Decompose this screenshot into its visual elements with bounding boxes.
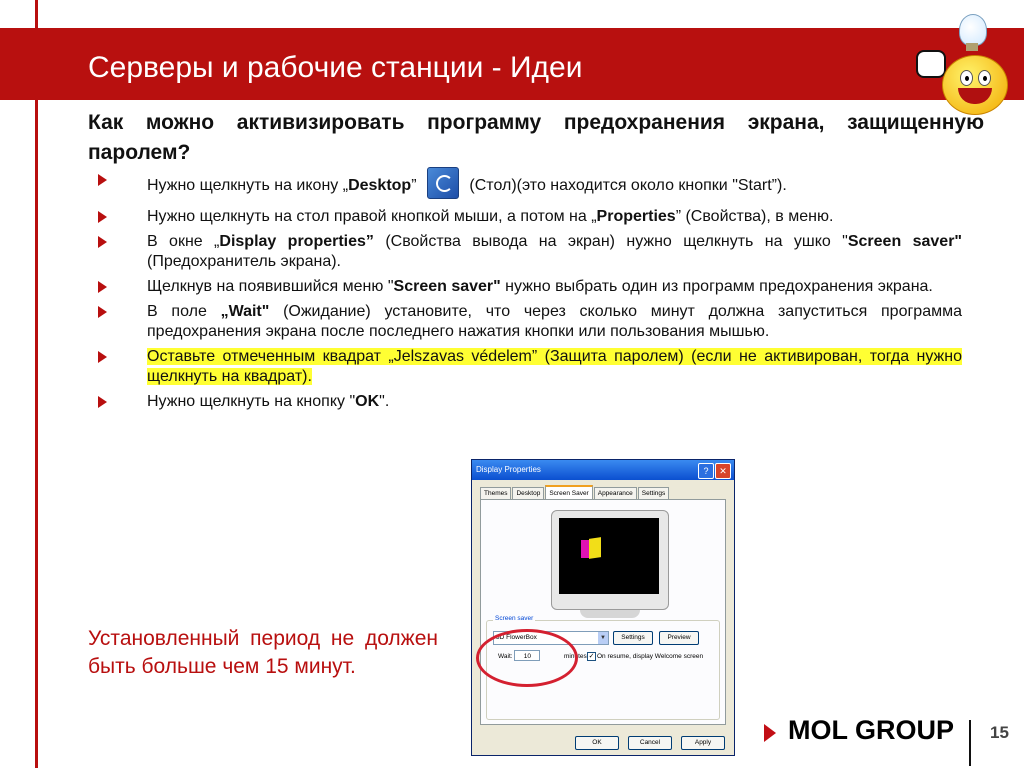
bullet-bold: Screen saver" [847, 233, 963, 250]
bullet-bold: Properties [596, 208, 676, 225]
wait-spinner[interactable]: 10 [514, 650, 540, 661]
tab-settings[interactable]: Settings [638, 487, 670, 500]
bullet-arrow-icon [98, 396, 107, 408]
bullet-item [96, 277, 962, 297]
help-icon[interactable]: ? [698, 463, 714, 479]
tab-themes[interactable]: Themes [480, 487, 511, 500]
bullet-text: Щелкнув на появившийся меню " [147, 278, 394, 295]
preview-button[interactable]: Preview [659, 631, 699, 645]
bullet-arrow-icon [98, 306, 107, 318]
display-properties-dialog [471, 459, 735, 756]
bullet-text: (Свойства вывода на экран) нужно щелкнуть на ушко " [373, 233, 848, 250]
bullet-highlighted-text: Оставьте отмеченным квадрат „Jelszavas védelem” (Защита паролем) (если не активирован, тогда нужно щелкнуть на квадрат). [147, 348, 962, 385]
bullet-item [96, 232, 962, 272]
monitor-preview [551, 510, 669, 610]
tab-screen-saver[interactable]: Screen Saver [545, 485, 592, 501]
left-vertical-line [35, 0, 38, 768]
group-label: Screen saver [495, 615, 534, 622]
pointing-hand-icon [916, 50, 946, 78]
preview-screen [559, 518, 659, 594]
apply-button[interactable]: Apply [681, 736, 725, 750]
page-number: 15 [990, 723, 1009, 742]
bullet-arrow-icon [98, 211, 107, 223]
smiley-mouth [958, 88, 992, 104]
bullet-text: В окне „ [147, 233, 220, 250]
bullet-text: В поле [147, 303, 221, 320]
desktop-icon [427, 167, 459, 199]
bullet-item [96, 207, 962, 227]
welcome-screen-checkbox[interactable]: ✓ [588, 653, 595, 660]
bullet-list [96, 170, 962, 417]
bullet-bold: OK [355, 393, 380, 410]
slide-title: Серверы и рабочие станции - Идеи [88, 51, 583, 84]
cancel-button[interactable]: Cancel [628, 736, 672, 750]
bullet-text: (Стол)(это находится около кнопки "Start”). [464, 177, 787, 195]
smiley-icon [942, 55, 1008, 115]
question-heading: Как можно активизировать программу предохранения экрана, защищенную паролем? [88, 111, 984, 164]
bullet-arrow-icon [98, 236, 107, 248]
bullet-text: Нужно щелкнуть на кнопку " [147, 393, 356, 410]
bullet-bold: Display properties” [219, 233, 374, 250]
wait-label: Wait: [498, 653, 513, 660]
bullet-text: ". [379, 393, 390, 410]
bullet-text: (Ожидание) установите, что через сколько минут должна запуститься программа предохранения экрана после последнего нажатия кнопки или пользования мышью. [147, 303, 962, 340]
bullet-bold: Screen saver" [393, 278, 501, 295]
smiley-eye-right [978, 70, 991, 86]
bullet-text: ” (Свойства), в меню. [675, 208, 834, 225]
note-text: Установленный период не должен быть больше чем 15 минут. [88, 627, 438, 678]
close-icon[interactable]: ✕ [715, 463, 731, 479]
bullet-item [96, 392, 962, 412]
screen-saver-panel [480, 499, 726, 725]
dialog-tabs [480, 485, 670, 499]
footer-separator [969, 720, 971, 766]
bullet-text: Нужно щелкнуть на икону „ [147, 177, 349, 195]
flowerbox-shape [589, 537, 601, 559]
bullet-item [96, 347, 962, 387]
bullet-text: (Предохранитель экрана). [147, 253, 341, 270]
company-logo: MOL GROUP [788, 715, 955, 745]
bullet-text: Нужно щелкнуть на стол правой кнопкой мыши, а потом на „ [147, 208, 597, 225]
highlight-ring [476, 629, 578, 687]
bullet-arrow-icon [98, 351, 107, 363]
ok-button[interactable]: OK [575, 736, 619, 750]
bullet-bold: „Wait" [220, 303, 270, 320]
logo-arrow-icon [764, 724, 776, 742]
bullet-arrow-icon [98, 281, 107, 293]
bullet-item [96, 302, 962, 342]
monitor-stand [580, 610, 640, 618]
select-value: 3D FlowerBox [496, 634, 537, 641]
chevron-down-icon[interactable]: ▼ [598, 632, 608, 644]
bullet-arrow-icon [98, 174, 107, 186]
tab-appearance[interactable]: Appearance [594, 487, 637, 500]
bullet-text: нужно выбрать один из программ предохранения экрана. [500, 278, 933, 295]
bullet-bold: Desktop [348, 177, 412, 195]
settings-button[interactable]: Settings [613, 631, 653, 645]
tab-desktop[interactable]: Desktop [512, 487, 544, 500]
smiley-eye-left [960, 70, 973, 86]
minutes-label: minutes [564, 653, 587, 660]
dialog-title: Display Properties [476, 465, 541, 474]
checkbox-label: On resume, display Welcome screen [597, 653, 704, 660]
bullet-item [96, 170, 962, 202]
bulb-glass [959, 14, 987, 46]
dialog-titlebar [472, 460, 734, 480]
bulb-base [966, 43, 978, 51]
bullet-text: ” [411, 177, 421, 195]
